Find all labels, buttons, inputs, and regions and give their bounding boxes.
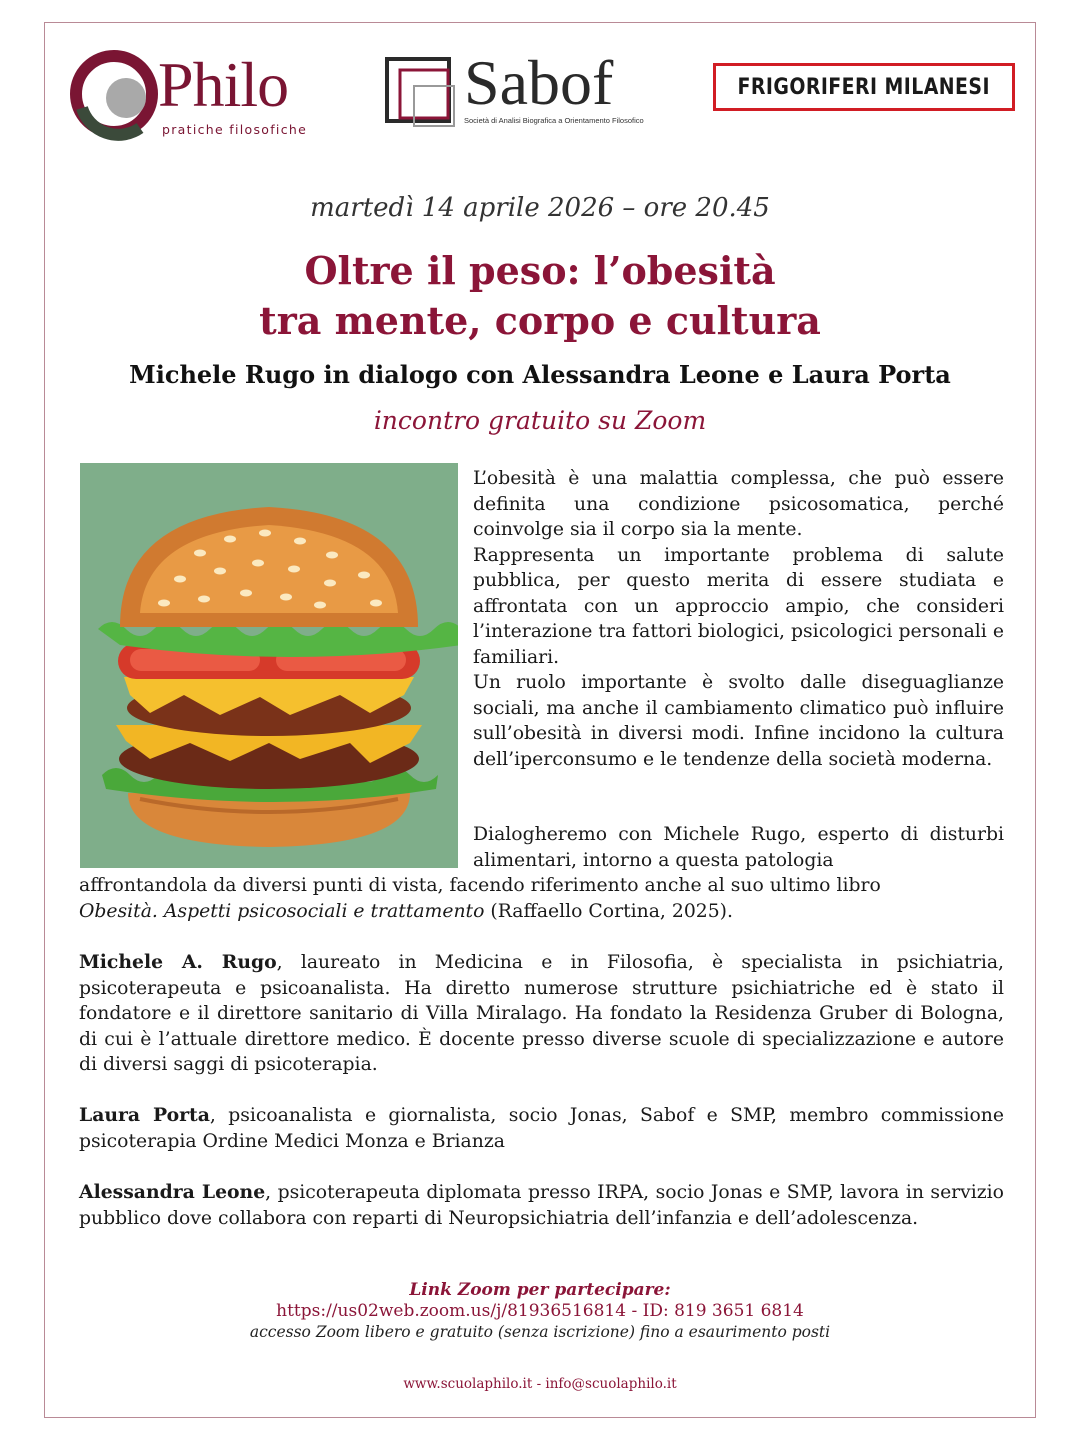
burger-illustration [80, 463, 458, 868]
zoom-link[interactable]: https://us02web.zoom.us/j/81936516814 - ID: 819 3651 6814 [276, 1301, 804, 1321]
sabof-name: Sabof [464, 47, 614, 118]
bio-name: Michele A. Rugo [79, 951, 277, 973]
event-speakers: Michele Rugo in dialogo con Alessandra Leone e Laura Porta [129, 360, 951, 389]
bio-name: Laura Porta [79, 1104, 210, 1126]
intro-paragraph-1: L’obesità è una malattia complessa, che può essere definita una condizione psicosomatica, perché coinvolge sia il corpo sia la mente. [473, 468, 1004, 540]
event-title [0, 246, 1080, 346]
dialogue-text-part-2 [79, 873, 1004, 924]
sabof-squares-icon [384, 56, 460, 132]
intro-paragraph-3: Un ruolo importante è svolto dalle diseguaglianze sociali, ma anche il cambiamento climatico può influire sull’obesità in diversi modi. Infine incidono la cultura dell’iperconsumo e le tendenze della società moderna. [473, 672, 1004, 770]
philo-logo [70, 46, 320, 142]
bio-text: , psicoterapeuta diplomata presso IRPA, socio Jonas e SMP, lavora in servizio pubblico dove collabora con reparti di Neuropsichiatria dell’infanzia e dell’adolescenza. [79, 1182, 1004, 1229]
bio-michele-rugo [79, 950, 1004, 1078]
bio-name: Alessandra Leone [79, 1181, 266, 1203]
frigoriferi-name: FRIGORIFERI MILANESI [737, 74, 991, 100]
event-format: incontro gratuito su Zoom [373, 406, 707, 435]
intro-paragraph-2: Rappresenta un importante problema di salute pubblica, per questo merita di essere studiata e affrontata con un approccio ampio, che consideri l’interazione tra fattori biologici, psicologici personali e familiari. [473, 544, 1004, 668]
event-title-line-1: Oltre il peso: l’obesità [304, 248, 776, 293]
bio-text: , laureato in Medicina e in Filosofia, è specialista in psichiatria, psicoterapeuta e psicoanalista. Ha diretto numerose strutture psichiatriche ed è stato il fondatore e il direttore sanitario di Villa Miralago. Ha fondato la Residenza Gruber di Bologna, di cui è l’attuale direttore medico. È docente presso diverse scuole di specializzazione e autore di diversi saggi di psicoterapia. [79, 952, 1004, 1075]
zoom-link-label: Link Zoom per partecipare: [409, 1280, 671, 1300]
bio-alessandra-leone [79, 1180, 1004, 1231]
philo-tagline: pratiche filosofiche [162, 122, 308, 137]
book-publisher: (Raffaello Cortina, 2025). [490, 900, 733, 922]
sabof-logo [384, 47, 654, 134]
bio-laura-porta [79, 1103, 1004, 1154]
contacts-link[interactable]: www.scuolaphilo.it - info@scuolaphilo.it [403, 1376, 677, 1392]
sabof-tagline: Società di Analisi Biografica a Orientamento Filosofico [464, 116, 644, 125]
philo-circle-icon [70, 46, 166, 142]
access-note: accesso Zoom libero e gratuito (senza iscrizione) fino a esaurimento posti [249, 1323, 831, 1341]
event-date: martedì 14 aprile 2026 – ore 20.45 [310, 193, 770, 223]
intro-text [473, 466, 1004, 772]
philo-name: Philo [158, 49, 289, 120]
book-title: Obesità. Aspetti psicosociali e trattamento [79, 900, 485, 922]
event-title-line-2: tra mente, corpo e cultura [259, 298, 821, 343]
bio-text: , psicoanalista e giornalista, socio Jonas, Sabof e SMP, membro commissione psicoterapia Ordine Medici Monza e Brianza [79, 1105, 1004, 1152]
dialogue-text-part-1: Dialogheremo con Michele Rugo, esperto di disturbi alimentari, intorno a questa patologia [473, 824, 1004, 871]
frigoriferi-logo [713, 63, 1015, 111]
dialogue-text-continued: affrontandola da diversi punti di vista, facendo riferimento anche al suo ultimo libro [79, 875, 881, 896]
